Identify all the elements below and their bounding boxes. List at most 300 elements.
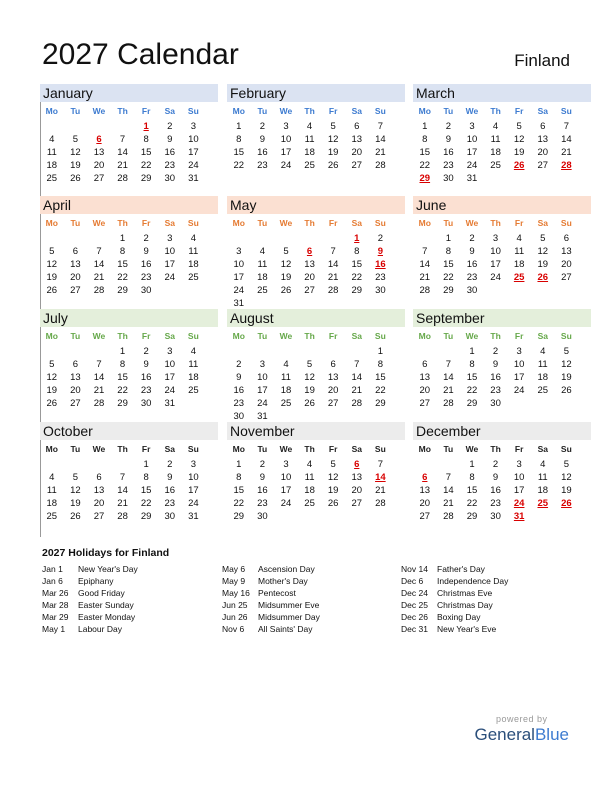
day-cell: 8 (143, 134, 149, 145)
day-cell: 5 (283, 246, 289, 257)
day-cell: 30 (233, 411, 245, 422)
week-row (227, 245, 405, 258)
weekday-header (40, 327, 218, 345)
holiday-name: Easter Sunday (78, 600, 134, 610)
day-cell: 7 (445, 472, 452, 483)
week-row (227, 358, 405, 371)
day-cell: 1 (119, 233, 126, 244)
day-cell: 23 (443, 160, 454, 171)
holiday-name: Labour Day (78, 624, 122, 634)
day-cell: 7 (96, 246, 102, 257)
weekday-label: Sa (164, 444, 175, 454)
holiday-entry (42, 623, 222, 635)
weekday-label: Mo (232, 218, 245, 228)
holiday-date: Dec 31 (401, 624, 428, 634)
day-cell: 12 (46, 372, 58, 383)
day-cell: 31 (188, 511, 199, 522)
day-cell: 9 (492, 359, 499, 370)
day-cell: 24 (490, 272, 501, 283)
day-cell: 8 (445, 246, 452, 257)
day-cell: 7 (563, 121, 569, 132)
day-cell: 10 (188, 134, 199, 145)
day-cell: 11 (46, 147, 57, 158)
day-cell: 14 (443, 372, 454, 383)
day-cell: 20 (351, 147, 363, 158)
day-cell: 11 (257, 259, 268, 270)
week-row (40, 258, 218, 271)
day-cell: 13 (419, 372, 431, 383)
holiday-entry (401, 563, 581, 575)
day-cell: 13 (93, 147, 105, 158)
holiday-day: 28 (561, 160, 572, 171)
day-cell: 14 (419, 259, 431, 270)
holiday-entry (222, 623, 402, 635)
weekday-label: Mo (45, 331, 58, 341)
day-cell: 24 (188, 498, 199, 509)
day-cell: 28 (375, 498, 386, 509)
day-cell: 8 (143, 472, 149, 483)
week-row (413, 284, 591, 297)
month-may (227, 196, 405, 310)
holiday-name: Midsummer Eve (258, 600, 320, 610)
day-cell: 22 (443, 272, 454, 283)
day-cell: 19 (561, 485, 572, 496)
day-cell: 12 (70, 485, 81, 496)
day-cell: 29 (466, 511, 478, 522)
day-cell: 12 (46, 259, 58, 270)
day-cell: 15 (375, 372, 386, 383)
day-cell: 26 (46, 285, 58, 296)
weekday-header (227, 102, 405, 120)
day-cell: 19 (327, 147, 339, 158)
weekday-label: We (279, 444, 293, 454)
weekday-header (227, 440, 405, 458)
day-cell: 13 (561, 246, 572, 257)
weekday-label: Fr (328, 218, 338, 228)
day-cell: 12 (561, 359, 572, 370)
day-cell: 13 (70, 259, 81, 270)
day-cell: 14 (117, 147, 128, 158)
day-cell: 16 (257, 147, 268, 158)
week-row (227, 133, 405, 146)
day-cell: 3 (167, 233, 173, 244)
week-row (227, 146, 405, 159)
day-cell: 1 (236, 121, 242, 132)
day-cell: 17 (257, 385, 268, 396)
day-cell: 23 (164, 160, 176, 171)
holiday-date: Dec 24 (401, 588, 428, 598)
day-cell: 12 (280, 259, 292, 270)
month-name: September (413, 309, 591, 327)
week-row (227, 371, 405, 384)
holiday-day: 6 (96, 134, 102, 145)
week-row (40, 232, 218, 245)
day-cell: 7 (119, 472, 126, 483)
weekday-label: Fr (141, 218, 151, 228)
holiday-name: Good Friday (78, 588, 125, 598)
weekday-label: We (279, 218, 293, 228)
day-cell: 4 (306, 459, 313, 470)
day-cell: 28 (375, 160, 386, 171)
day-cell: 31 (233, 298, 245, 309)
holiday-date: Nov 14 (401, 564, 428, 574)
day-cell: 26 (46, 398, 58, 409)
month-july (40, 309, 218, 410)
day-cell: 5 (72, 134, 79, 145)
month-january (40, 84, 218, 185)
holiday-day: 1 (354, 233, 360, 244)
weekday-label: Th (117, 331, 128, 341)
day-cell: 3 (516, 346, 522, 357)
day-cell: 27 (93, 173, 105, 184)
day-cell: 12 (70, 147, 81, 158)
day-cell: 26 (561, 385, 572, 396)
day-cell: 30 (466, 285, 478, 296)
weekday-label: Sa (164, 331, 175, 341)
weekday-label: Mo (232, 106, 245, 116)
day-cell: 2 (236, 359, 242, 370)
holiday-entry (222, 563, 402, 575)
day-cell: 17 (188, 485, 199, 496)
day-cell: 28 (327, 285, 339, 296)
day-cell: 18 (257, 272, 268, 283)
day-cell: 21 (443, 385, 454, 396)
week-row (227, 471, 405, 484)
day-cell: 29 (443, 285, 454, 296)
holiday-day: 25 (537, 498, 549, 509)
week-row (227, 510, 405, 523)
holiday-name: Father's Day (437, 564, 485, 574)
day-cell: 23 (164, 498, 176, 509)
holiday-name: Pentecost (258, 588, 296, 598)
day-cell: 7 (330, 246, 336, 257)
day-cell: 18 (188, 372, 199, 383)
day-cell: 19 (46, 272, 58, 283)
month-december (413, 422, 591, 523)
weekday-label: Tu (443, 444, 454, 454)
day-cell: 16 (443, 147, 454, 158)
day-cell: 22 (233, 498, 245, 509)
day-cell: 16 (466, 259, 478, 270)
weekday-label: Tu (257, 106, 268, 116)
weekday-label: Su (560, 106, 572, 116)
day-cell: 1 (143, 459, 149, 470)
day-cell: 10 (466, 134, 478, 145)
holiday-name: Ascension Day (258, 564, 315, 574)
calendar-grid (40, 84, 574, 537)
week-row (413, 371, 591, 384)
day-cell: 23 (233, 398, 245, 409)
day-cell: 3 (190, 121, 196, 132)
day-cell: 15 (466, 372, 478, 383)
day-cell: 4 (283, 359, 289, 370)
day-cell: 14 (327, 259, 339, 270)
day-cell: 26 (327, 160, 339, 171)
day-cell: 8 (469, 472, 475, 483)
day-cell: 28 (117, 173, 128, 184)
day-cell: 19 (327, 485, 339, 496)
month-name: February (227, 84, 405, 102)
weekday-label: Mo (418, 331, 431, 341)
day-cell: 4 (49, 472, 55, 483)
day-cell: 28 (117, 511, 128, 522)
month-name: December (413, 422, 591, 440)
weekday-label: Sa (164, 106, 175, 116)
week-row (40, 159, 218, 172)
day-cell: 28 (93, 398, 105, 409)
day-cell: 2 (259, 121, 266, 132)
day-cell: 14 (117, 485, 128, 496)
holiday-date: May 9 (222, 576, 246, 586)
day-cell: 18 (188, 259, 199, 270)
brand-name-part1: General (474, 725, 535, 744)
day-cell: 24 (188, 160, 199, 171)
holiday-day: 14 (375, 472, 386, 483)
day-cell: 15 (117, 372, 128, 383)
week-row (227, 345, 405, 358)
day-cell: 6 (540, 121, 546, 132)
weekday-label: Sa (351, 444, 362, 454)
day-cell: 3 (492, 233, 499, 244)
day-cell: 5 (516, 121, 522, 132)
holiday-entry (42, 611, 222, 623)
week-row (40, 358, 218, 371)
day-cell: 7 (422, 246, 428, 257)
holiday-entry (42, 587, 222, 599)
week-row (40, 245, 218, 258)
day-cell: 20 (419, 498, 431, 509)
day-cell: 29 (140, 511, 152, 522)
holiday-day: 25 (513, 272, 525, 283)
weekday-header (413, 440, 591, 458)
day-cell: 25 (304, 498, 315, 509)
day-cell: 22 (466, 498, 478, 509)
day-cell: 31 (257, 411, 268, 422)
day-cell: 18 (304, 485, 315, 496)
day-cell: 6 (422, 359, 428, 370)
country-label: Finland (514, 51, 570, 70)
day-cell: 10 (513, 472, 525, 483)
holiday-day: 31 (513, 511, 525, 522)
day-cell: 10 (280, 134, 292, 145)
day-cell: 12 (327, 472, 339, 483)
week-row (413, 258, 591, 271)
weekday-label: Fr (514, 331, 524, 341)
day-cell: 22 (351, 272, 363, 283)
day-cell: 2 (469, 233, 475, 244)
day-cell: 9 (259, 134, 266, 145)
day-cell: 29 (140, 173, 152, 184)
weekday-header (227, 327, 405, 345)
week-row (40, 497, 218, 510)
weekday-label: Th (304, 331, 315, 341)
day-cell: 9 (167, 134, 173, 145)
holiday-entry (401, 623, 581, 635)
weekday-label: Fr (514, 218, 524, 228)
holiday-name: New Year's Day (78, 564, 138, 574)
week-row (413, 245, 591, 258)
week-row (40, 284, 218, 297)
day-cell: 2 (259, 459, 266, 470)
week-row (40, 384, 218, 397)
day-cell: 15 (233, 485, 245, 496)
weekday-label: Th (490, 444, 501, 454)
week-row (40, 510, 218, 523)
day-cell: 19 (304, 385, 315, 396)
day-cell: 29 (233, 511, 245, 522)
weekday-label: We (279, 331, 293, 341)
day-cell: 22 (140, 160, 152, 171)
day-cell: 10 (233, 259, 245, 270)
day-cell: 16 (164, 147, 176, 158)
week-row (40, 271, 218, 284)
day-cell: 7 (354, 359, 360, 370)
week-row (227, 458, 405, 471)
day-cell: 14 (93, 372, 105, 383)
month-name: June (413, 196, 591, 214)
month-name: March (413, 84, 591, 102)
day-cell: 28 (93, 285, 105, 296)
weekday-header (413, 214, 591, 232)
day-cell: 29 (375, 398, 386, 409)
day-cell: 9 (469, 246, 475, 257)
month-name: May (227, 196, 405, 214)
week-row (40, 345, 218, 358)
holiday-date: Jan 6 (42, 576, 63, 586)
holiday-day: 9 (377, 246, 383, 257)
day-cell: 10 (280, 472, 292, 483)
day-cell: 18 (513, 259, 525, 270)
day-cell: 28 (443, 398, 454, 409)
day-cell: 9 (236, 372, 242, 383)
day-cell: 19 (561, 372, 572, 383)
weekday-label: Su (374, 106, 386, 116)
day-cell: 25 (188, 385, 199, 396)
day-cell: 23 (140, 272, 152, 283)
weekday-header (40, 440, 218, 458)
day-cell: 10 (164, 359, 176, 370)
day-cell: 19 (46, 385, 58, 396)
weekday-label: Tu (70, 444, 81, 454)
day-cell: 15 (419, 147, 431, 158)
day-cell: 2 (143, 233, 149, 244)
day-cell: 5 (563, 459, 569, 470)
day-cell: 18 (46, 498, 58, 509)
holiday-column (42, 563, 222, 635)
day-cell: 3 (469, 121, 475, 132)
day-cell: 5 (306, 359, 313, 370)
day-cell: 8 (377, 359, 383, 370)
weekday-label: Sa (351, 331, 362, 341)
day-cell: 30 (375, 285, 386, 296)
day-cell: 21 (351, 385, 363, 396)
week-row (227, 397, 405, 410)
day-cell: 11 (537, 359, 548, 370)
day-cell: 18 (537, 485, 549, 496)
day-cell: 30 (164, 511, 176, 522)
holiday-entry (222, 611, 402, 623)
day-cell: 22 (233, 160, 245, 171)
day-cell: 25 (46, 173, 58, 184)
day-cell: 3 (283, 459, 289, 470)
day-cell: 25 (257, 285, 268, 296)
day-cell: 2 (492, 459, 499, 470)
day-cell: 15 (466, 485, 478, 496)
day-cell: 24 (164, 385, 176, 396)
day-cell: 15 (140, 147, 152, 158)
day-cell: 30 (257, 511, 268, 522)
weekday-label: Su (560, 218, 572, 228)
day-cell: 17 (233, 272, 245, 283)
weekday-label: Tu (443, 106, 454, 116)
day-cell: 6 (96, 472, 102, 483)
day-cell: 1 (236, 459, 242, 470)
day-cell: 13 (419, 485, 431, 496)
day-cell: 13 (537, 134, 549, 145)
holiday-day: 6 (422, 472, 428, 483)
weekday-label: Th (490, 331, 501, 341)
week-row (413, 458, 591, 471)
week-row (227, 384, 405, 397)
day-cell: 5 (72, 472, 79, 483)
day-cell: 19 (513, 147, 525, 158)
weekday-label: Su (560, 331, 572, 341)
day-cell: 30 (490, 511, 501, 522)
day-cell: 1 (422, 121, 428, 132)
day-cell: 3 (167, 346, 173, 357)
week-row (40, 120, 218, 133)
day-cell: 20 (70, 272, 81, 283)
day-cell: 27 (70, 398, 81, 409)
weekday-label: Su (374, 444, 386, 454)
holiday-entry (42, 575, 222, 587)
day-cell: 21 (561, 147, 572, 158)
day-cell: 30 (164, 173, 176, 184)
holiday-date: Jun 25 (222, 600, 248, 610)
weekday-header (40, 214, 218, 232)
day-cell: 14 (351, 372, 363, 383)
holiday-entry (222, 587, 402, 599)
holiday-name: Mother's Day (258, 576, 308, 586)
week-row (413, 172, 591, 185)
weekday-label: Sa (351, 106, 362, 116)
holiday-date: May 16 (222, 588, 250, 598)
weekday-label: Sa (537, 331, 548, 341)
day-cell: 2 (167, 459, 173, 470)
day-cell: 17 (513, 372, 525, 383)
day-cell: 11 (304, 134, 315, 145)
weekday-label: Fr (328, 106, 338, 116)
day-cell: 19 (280, 272, 292, 283)
day-cell: 4 (190, 346, 196, 357)
day-cell: 22 (375, 385, 386, 396)
day-cell: 15 (140, 485, 152, 496)
weekday-label: Th (117, 106, 128, 116)
holiday-day: 29 (419, 173, 431, 184)
day-cell: 14 (93, 259, 105, 270)
day-cell: 20 (327, 385, 339, 396)
week-row (227, 284, 405, 297)
day-cell: 29 (117, 285, 128, 296)
day-cell: 27 (561, 272, 572, 283)
day-cell: 22 (117, 385, 128, 396)
weekday-label: Th (117, 444, 128, 454)
holiday-entry (401, 611, 581, 623)
day-cell: 18 (46, 160, 58, 171)
day-cell: 20 (304, 272, 315, 283)
day-cell: 21 (93, 385, 105, 396)
week-row (413, 345, 591, 358)
